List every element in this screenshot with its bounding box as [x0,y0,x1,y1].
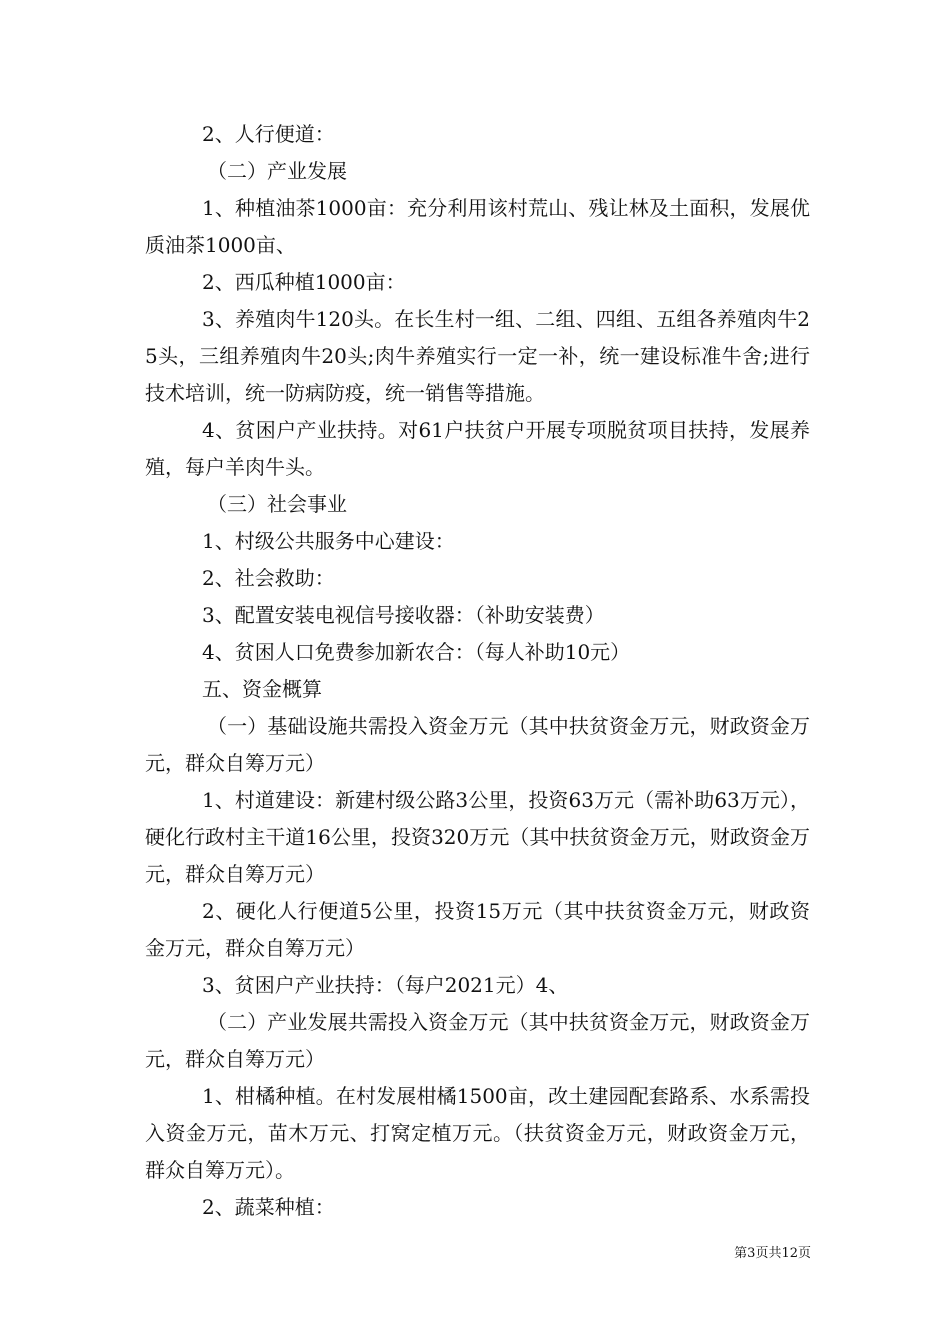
paragraph-sidewalk-hardening: 2、硬化人行便道5公里，投资15万元（其中扶贫资金万元，财政资金万元，群众自筹万元） [145,899,810,960]
paragraph-household-support-funds: 3、贫困户产业扶持：（每户2021元）4、 [202,973,569,997]
paragraph-industry-funds: （二）产业发展共需投入资金万元（其中扶贫资金万元，财政资金万元，群众自筹万元） [145,1010,810,1071]
paragraph-service-center: 1、村级公共服务中心建设： [202,529,455,553]
paragraph-infrastructure-funds: （一）基础设施共需投入资金万元（其中扶贫资金万元，财政资金万元，群众自筹万元） [145,714,810,775]
paragraph-social-aid: 2、社会救助： [202,566,335,590]
paragraph-vegetables: 2、蔬菜种植： [202,1195,335,1219]
paragraph-medical-insurance: 4、贫困人口免费参加新农合：（每人补助10元） [202,640,631,664]
paragraph-sidewalk: 2、人行便道： [202,122,335,146]
document-body [145,116,810,1226]
paragraph-tv-receiver: 3、配置安装电视信号接收器：（补助安装费） [202,603,605,627]
page-number-footer: 第3页共12页 [734,1246,811,1261]
section-heading-industry: （二）产业发展 [207,159,347,183]
paragraph-oil-tea: 1、种植油茶1000亩：充分利用该村荒山、残让林及土面积，发展优质油茶1000亩、 [145,196,810,257]
paragraph-citrus: 1、柑橘种植。在村发展柑橘1500亩，改土建园配套路系、水系需投入资金万元，苗木万元、打窝定植万元。（扶贫资金万元，财政资金万元，群众自筹万元）。 [145,1084,810,1182]
section-heading-funding: 五、资金概算 [202,677,322,701]
paragraph-beef-cattle: 3、养殖肉牛120头。在长生村一组、二组、四组、五组各养殖肉牛25头，三组养殖肉牛20头;肉牛养殖实行一定一补，统一建设标准牛舍;进行技术培训，统一防病防疫，统一销售等措施。 [145,307,810,405]
paragraph-poor-household-support: 4、贫困户产业扶持。对61户扶贫户开展专项脱贫项目扶持，发展养殖，每户羊肉牛头。 [145,418,810,479]
section-heading-social: （三）社会事业 [207,492,347,516]
paragraph-road-construction: 1、村道建设：新建村级公路3公里，投资63万元（需补助63万元），硬化行政村主干道16公里，投资320万元（其中扶贫资金万元，财政资金万元，群众自筹万元） [145,788,810,886]
paragraph-watermelon: 2、西瓜种植1000亩： [202,270,406,294]
